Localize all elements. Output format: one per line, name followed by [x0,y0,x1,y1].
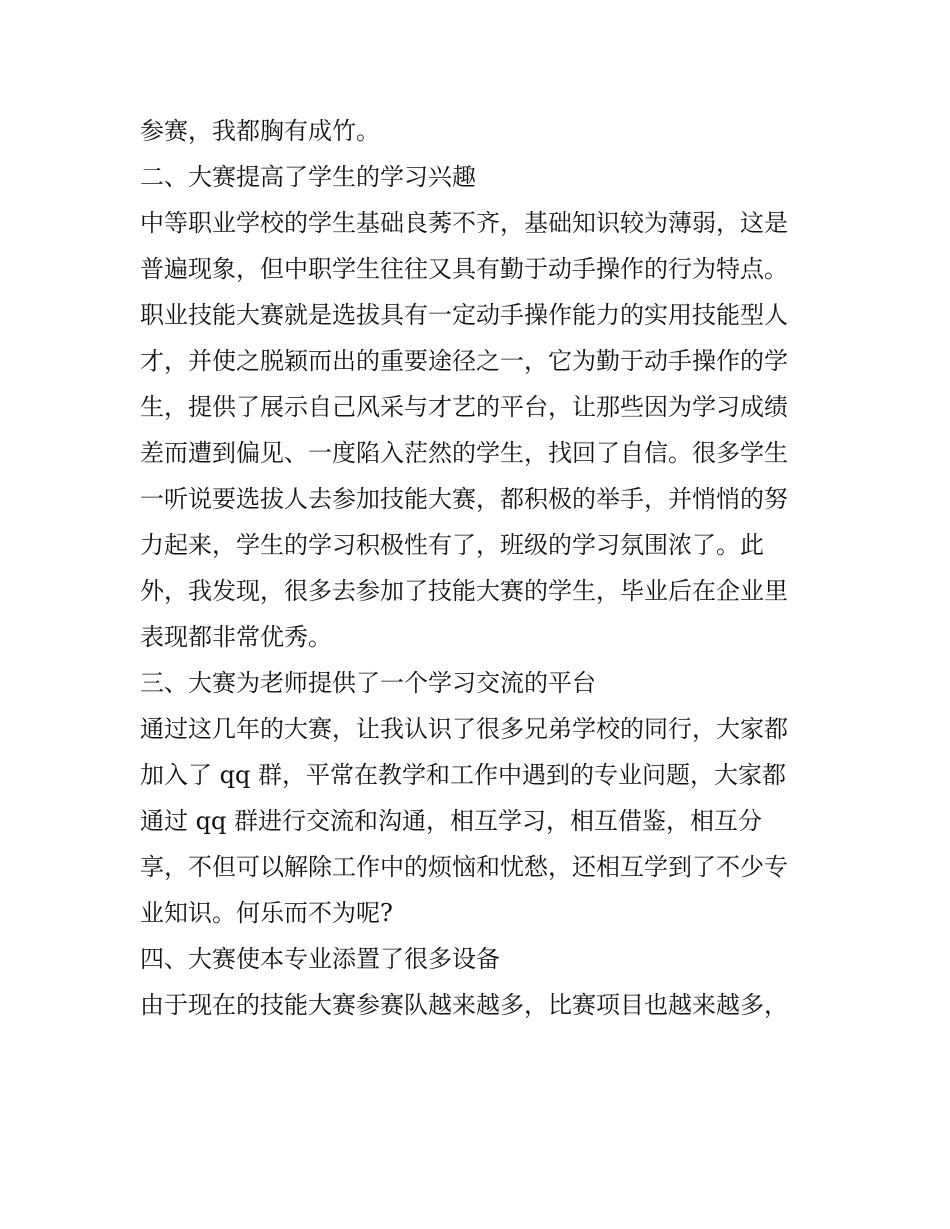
section-heading-2: 二、大赛提高了学生的学习兴趣 [140,163,476,191]
text-line: 由于现在的技能大赛参赛队越来越多，比赛项目也越来越多， [140,991,788,1019]
text-line: 一听说要选拔人去参加技能大赛，都积极的举手，并悄悄的努 [140,485,788,513]
document-body [140,108,820,1028]
section-heading-4: 四、大赛使本专业添置了很多设备 [140,945,500,973]
text-line: 差而遭到偏见、一度陷入茫然的学生，找回了自信。很多学生 [140,439,788,467]
text-line: 普遍现象，但中职学生往往又具有勤于动手操作的行为特点。 [140,255,788,283]
text-line: 业知识。何乐而不为呢? [140,899,393,927]
text-line: 生，提供了展示自己风采与才艺的平台，让那些因为学习成绩 [140,393,788,421]
text-line: 表现都非常优秀。 [140,623,332,651]
text-line: 力起来，学生的学习积极性有了，班级的学习氛围浓了。此 [140,531,764,559]
text-line: 通过这几年的大赛，让我认识了很多兄弟学校的同行，大家都 [140,715,788,743]
text-line: 中等职业学校的学生基础良莠不齐，基础知识较为薄弱，这是 [140,209,788,237]
section-heading-3: 三、大赛为老师提供了一个学习交流的平台 [140,669,596,697]
text-line: 才，并使之脱颖而出的重要途径之一，它为勤于动手操作的学 [140,347,788,375]
text-line: 加入了 qq 群，平常在教学和工作中遇到的专业问题，大家都 [140,761,786,789]
text-line: 参赛，我都胸有成竹。 [140,117,380,145]
text-line: 职业技能大赛就是选拔具有一定动手操作能力的实用技能型人 [140,301,788,329]
text-line: 外，我发现，很多去参加了技能大赛的学生，毕业后在企业里 [140,577,788,605]
text-line: 通过 qq 群进行交流和沟通，相互学习，相互借鉴，相互分 [140,807,762,835]
text-line: 享，不但可以解除工作中的烦恼和忧愁，还相互学到了不少专 [140,853,788,881]
